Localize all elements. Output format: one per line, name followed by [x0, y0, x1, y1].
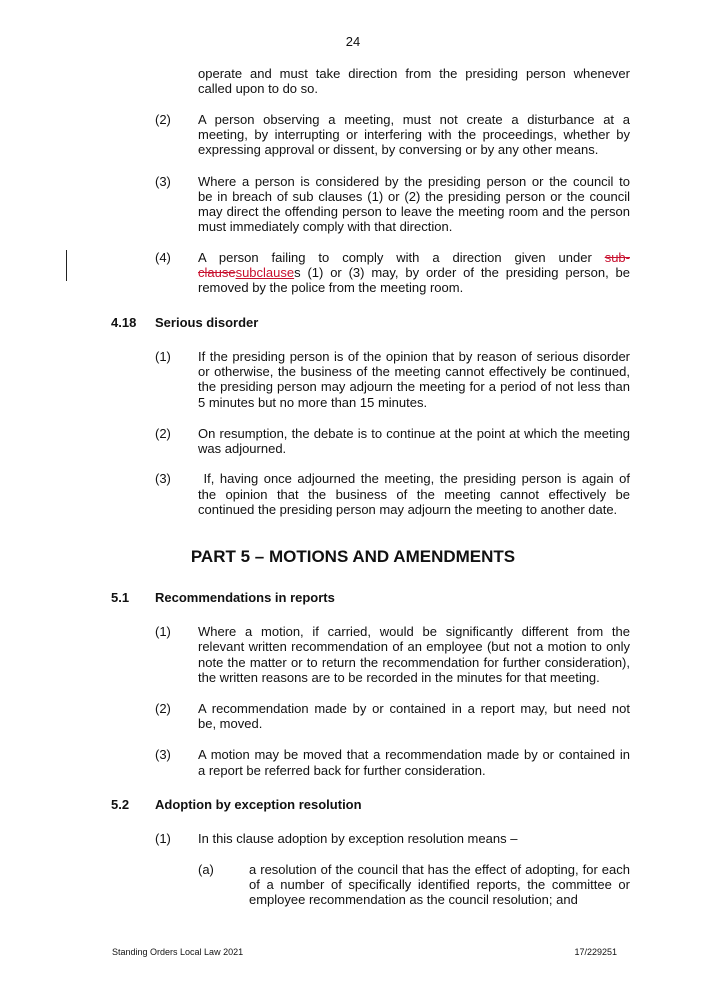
item-number: (3) — [155, 174, 171, 189]
item-line: meeting, by interrupting or interfering with the proceedings, whether by — [198, 127, 630, 142]
item-line: relevant written recommendation of an employee (but not a motion to only — [198, 639, 630, 654]
item-line: A recommendation made by or contained in a report may, but need not — [198, 701, 630, 716]
item-number: (2) — [155, 701, 171, 716]
inserted-text: subclause — [235, 265, 295, 280]
item-line: may direct the offending person to leave the meeting room and the person — [198, 204, 630, 219]
item-line: 5 minutes but no more than 15 minutes. — [198, 395, 428, 410]
item-number: (2) — [155, 112, 171, 127]
item-number: (3) — [155, 747, 171, 762]
item-number: (1) — [155, 349, 171, 364]
continuation-line-2: called upon to do so. — [198, 81, 318, 96]
item-text: s (1) or (3) may, by order of the presiding person, be — [294, 265, 630, 280]
item-line: a resolution of the council that has the effect of adopting, for each — [249, 862, 630, 877]
item-line: If, having once adjourned the meeting, the presiding person is again of — [198, 471, 630, 486]
item-number: (1) — [155, 624, 171, 639]
deleted-text: clause — [198, 265, 236, 280]
footer-left: Standing Orders Local Law 2021 — [112, 947, 244, 957]
item-line: a report be referred back for further consideration. — [198, 763, 486, 778]
item-line: was adjourned. — [198, 441, 287, 456]
item-line: Where a motion, if carried, would be significantly different from the — [198, 624, 630, 639]
item-line: the written reasons are to be recorded in the minutes for that meeting. — [198, 670, 600, 685]
item-line: A motion may be moved that a recommendation made by or contained in — [198, 747, 630, 762]
item-number: (2) — [155, 426, 171, 441]
item-line: of a number of specifically identified reports, the committee or — [249, 877, 630, 892]
clause-number: 5.2 — [111, 797, 130, 812]
item-line: or otherwise, the business of the meeting cannot effectively be continued, — [198, 364, 630, 379]
item-number: (1) — [155, 831, 171, 846]
item-line: employee recommendation as the council resolution; and — [249, 892, 578, 907]
item-number: (3) — [155, 471, 171, 486]
footer-right: 17/229251 — [574, 947, 617, 957]
item-line: note the matter or to return the recommendation for further consideration), — [198, 655, 630, 670]
page-number: 24 — [345, 34, 361, 49]
subitem-letter: (a) — [198, 862, 214, 877]
item-line: If the presiding person is of the opinion that by reason of serious disorder — [198, 349, 630, 364]
deleted-text: sub- — [604, 250, 630, 265]
clause-title: Recommendations in reports — [155, 590, 335, 605]
revision-change-bar — [66, 250, 67, 281]
item-line — [198, 250, 630, 265]
item-line: be in breach of sub clauses (1) or (2) the presiding person or the council — [198, 189, 630, 204]
item-line: be, moved. — [198, 716, 263, 731]
continuation-line-1: operate and must take direction from the presiding person whenever — [198, 66, 630, 81]
item-line: expressing approval or dissent, by conversing or by any other means. — [198, 142, 599, 157]
item-line: A person observing a meeting, must not create a disturbance at a — [198, 112, 630, 127]
item-line: must immediately comply with that direction. — [198, 219, 453, 234]
item-line: the opinion that the business of the meeting cannot effectively be — [198, 487, 630, 502]
clause-title: Adoption by exception resolution — [155, 797, 362, 812]
clause-number: 4.18 — [111, 315, 137, 330]
item-line: removed by the police from the meeting room. — [198, 280, 464, 295]
part-title: PART 5 – MOTIONS AND AMENDMENTS — [190, 547, 516, 566]
item-line: continued the presiding person may adjourn the meeting to another date. — [198, 502, 618, 517]
item-line: the presiding person may adjourn the meeting for a period of not less than — [198, 379, 630, 394]
clause-title: Serious disorder — [155, 315, 259, 330]
item-text: A person failing to comply with a direction given under — [198, 250, 605, 265]
item-line: On resumption, the debate is to continue at the point at which the meeting — [198, 426, 630, 441]
item-line: Where a person is considered by the presiding person or the council to — [198, 174, 630, 189]
clause-number: 5.1 — [111, 590, 130, 605]
item-number: (4) — [155, 250, 171, 265]
item-line — [198, 265, 630, 280]
item-line: In this clause adoption by exception resolution means – — [198, 831, 518, 846]
